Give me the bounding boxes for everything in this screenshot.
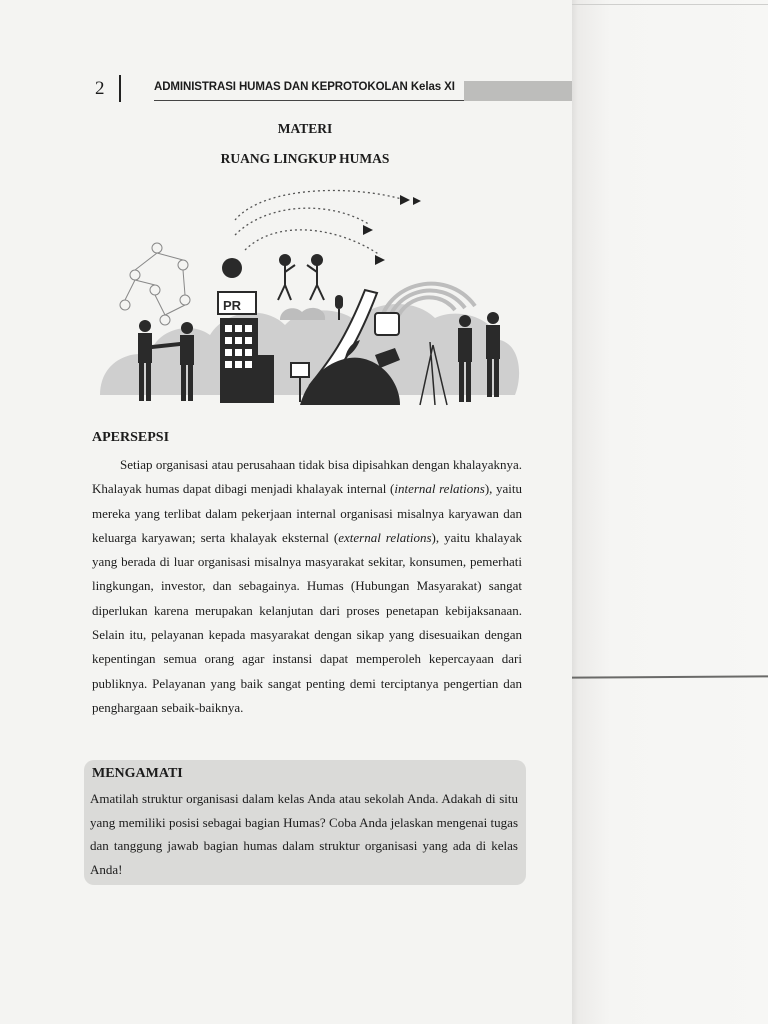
chapter-title: RUANG LINGKUP HUMAS xyxy=(220,151,390,166)
apersepsi-paragraph: Setiap organisasi atau perusahaan tidak bisa dipisahkan dengan khalayaknya. Khalayak humas dapat dibagi menjadi khalayak internal (internal relations), yaitu mereka yang terlibat dalam pekerjaan internal organisasi misalnya karyawan dan keluarga karyawan; serta khalayak eksternal (external relations), yaitu khalayak yang berada di luar organisasi misalnya masyarakat sekitar, konsumen, pemerhati lingkungan, investor, dan sebagainya. Humas (Hubungan Masyarakat) sangat diperlukan karena merupakan kelanjutan dari proses penetapan kebijaksanaan. Selain itu, pelayanan kepada masyarakat dengan sikap yang disesuaikan dengan kepentingan semua orang agar instansi dapat memperoleh kepercayaan dari publiknya. Pelayanan yang baik sangat penting demi terciptanya pengertian dan penghargaan sebaik-baiknya. xyxy=(92,457,523,715)
apersepsi-heading: APERSEPSI xyxy=(92,430,170,445)
public-relations-illustration-icon xyxy=(95,180,523,425)
section-label: MATERI xyxy=(277,121,333,136)
header-shade-block xyxy=(464,81,572,101)
running-title: ADMINISTRASI HUMAS DAN KEPROTOKOLAN Kelas XI xyxy=(154,81,455,93)
mengamati-text: Amatilah struktur organisasi dalam kelas Anda atau sekolah Anda. Adakah di situ yang memiliki posisi sebagai bagian Humas? Coba Anda jelaskan mengenai tugas dan tanggung jawab bagian humas dalam struktur organisasi yang ada di kelas Anda! xyxy=(90,791,518,877)
pr-sign-label: PR xyxy=(223,298,242,313)
page-number: 2 xyxy=(95,78,105,99)
header-divider xyxy=(119,75,121,102)
header-rule xyxy=(154,100,464,101)
mengamati-box xyxy=(84,760,526,885)
mengamati-heading: MENGAMATI xyxy=(92,766,183,781)
page-edge-line xyxy=(572,4,768,5)
